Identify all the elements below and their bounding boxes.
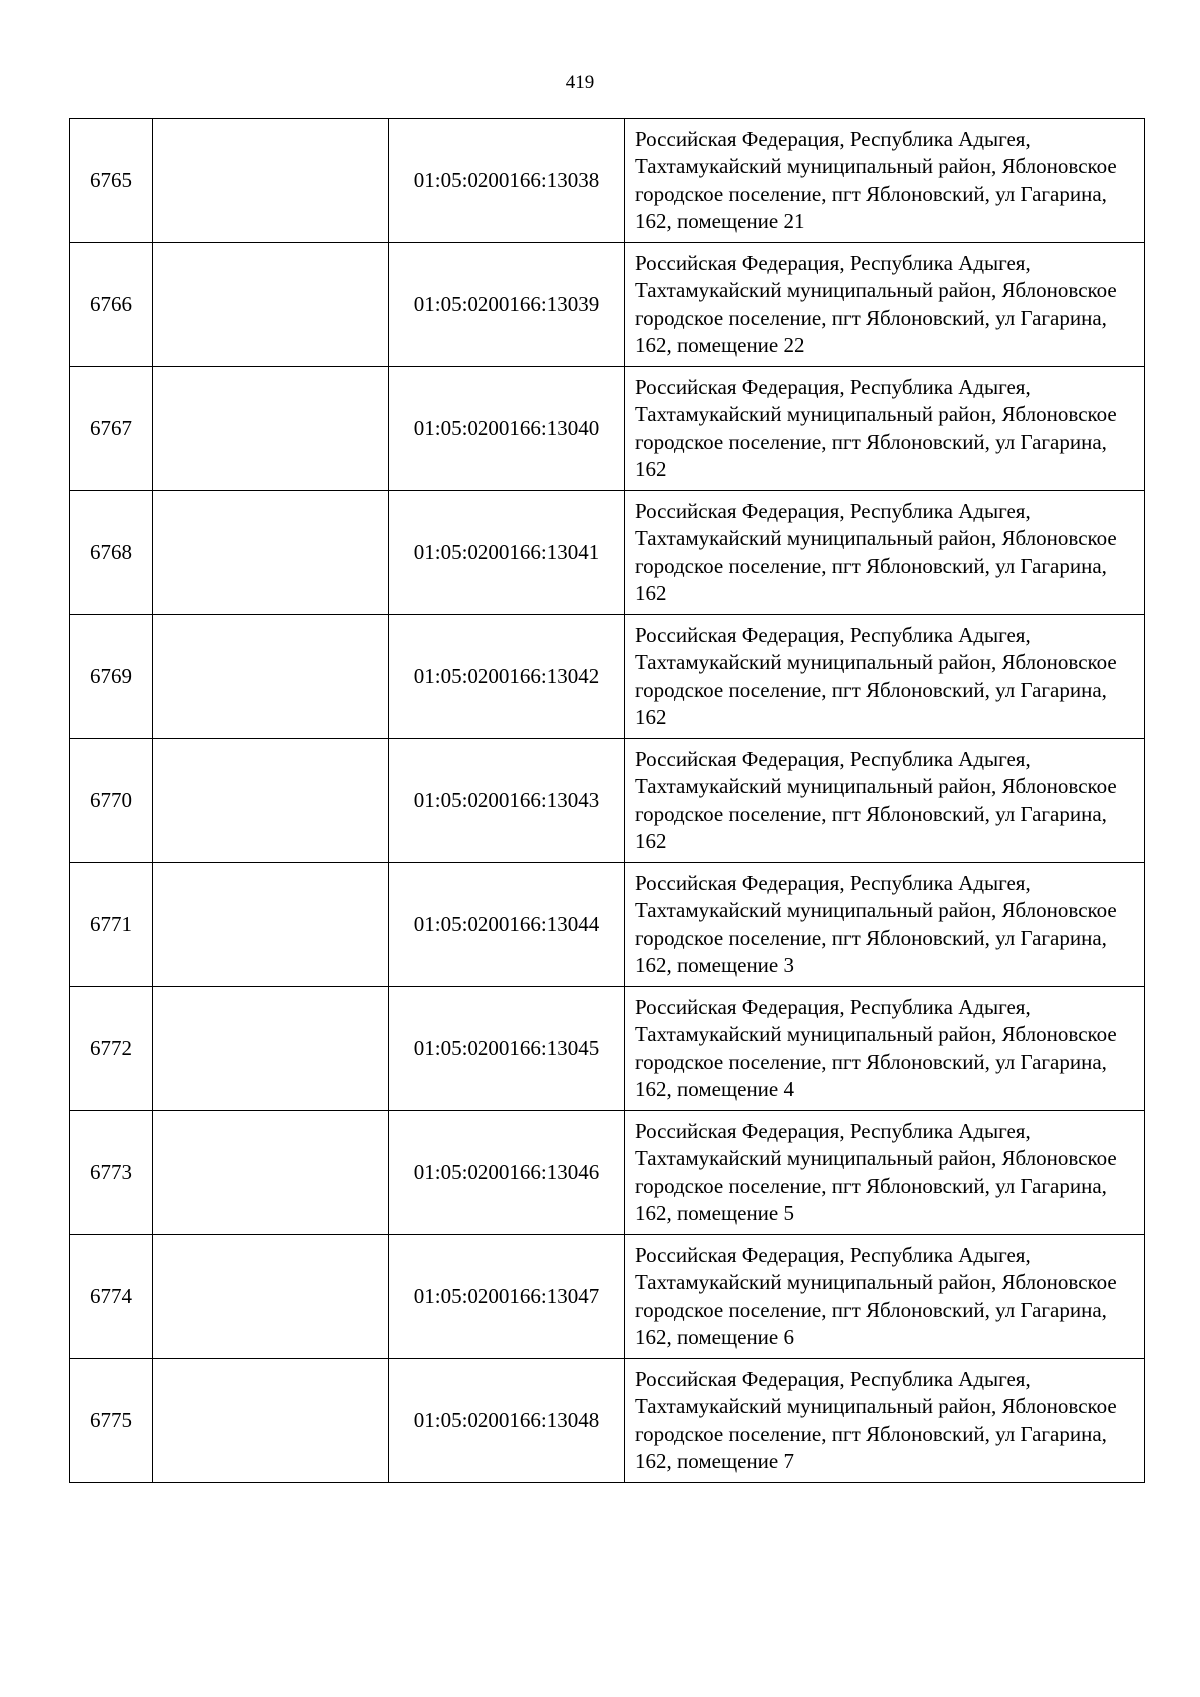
empty-cell bbox=[153, 739, 389, 863]
address: Российская Федерация, Республика Адыгея, Тахтамукайский муниципальный район, Яблоновское городское поселение, пгт Яблоновский, ул Гагарина, 162, помещение 22 bbox=[625, 243, 1145, 367]
table-row bbox=[70, 367, 1145, 491]
table-row bbox=[70, 1235, 1145, 1359]
address: Российская Федерация, Республика Адыгея, Тахтамукайский муниципальный район, Яблоновское городское поселение, пгт Яблоновский, ул Гагарина, 162, помещение 21 bbox=[625, 119, 1145, 243]
address: Российская Федерация, Республика Адыгея, Тахтамукайский муниципальный район, Яблоновское городское поселение, пгт Яблоновский, ул Гагарина, 162, помещение 5 bbox=[625, 1111, 1145, 1235]
table-row bbox=[70, 863, 1145, 987]
cadastral-number: 01:05:0200166:13041 bbox=[389, 491, 625, 615]
row-number: 6775 bbox=[70, 1359, 153, 1483]
cadastral-number: 01:05:0200166:13043 bbox=[389, 739, 625, 863]
table-row bbox=[70, 1359, 1145, 1483]
row-number: 6771 bbox=[70, 863, 153, 987]
empty-cell bbox=[153, 1235, 389, 1359]
table-row bbox=[70, 1111, 1145, 1235]
address: Российская Федерация, Республика Адыгея, Тахтамукайский муниципальный район, Яблоновское городское поселение, пгт Яблоновский, ул Гагарина, 162, помещение 6 bbox=[625, 1235, 1145, 1359]
table-row bbox=[70, 739, 1145, 863]
empty-cell bbox=[153, 367, 389, 491]
address: Российская Федерация, Республика Адыгея, Тахтамукайский муниципальный район, Яблоновское городское поселение, пгт Яблоновский, ул Гагарина, 162, помещение 4 bbox=[625, 987, 1145, 1111]
empty-cell bbox=[153, 491, 389, 615]
cadastral-number: 01:05:0200166:13038 bbox=[389, 119, 625, 243]
cadastral-number: 01:05:0200166:13048 bbox=[389, 1359, 625, 1483]
empty-cell bbox=[153, 1111, 389, 1235]
registry-table bbox=[69, 118, 1145, 1483]
cadastral-number: 01:05:0200166:13044 bbox=[389, 863, 625, 987]
cadastral-number: 01:05:0200166:13047 bbox=[389, 1235, 625, 1359]
registry-table-body bbox=[70, 119, 1145, 1483]
row-number: 6769 bbox=[70, 615, 153, 739]
row-number: 6767 bbox=[70, 367, 153, 491]
cadastral-number: 01:05:0200166:13046 bbox=[389, 1111, 625, 1235]
row-number: 6765 bbox=[70, 119, 153, 243]
row-number: 6766 bbox=[70, 243, 153, 367]
cadastral-number: 01:05:0200166:13039 bbox=[389, 243, 625, 367]
address: Российская Федерация, Республика Адыгея, Тахтамукайский муниципальный район, Яблоновское городское поселение, пгт Яблоновский, ул Гагарина, 162 bbox=[625, 491, 1145, 615]
cadastral-number: 01:05:0200166:13042 bbox=[389, 615, 625, 739]
empty-cell bbox=[153, 863, 389, 987]
address: Российская Федерация, Республика Адыгея, Тахтамукайский муниципальный район, Яблоновское городское поселение, пгт Яблоновский, ул Гагарина, 162 bbox=[625, 615, 1145, 739]
empty-cell bbox=[153, 987, 389, 1111]
address: Российская Федерация, Республика Адыгея, Тахтамукайский муниципальный район, Яблоновское городское поселение, пгт Яблоновский, ул Гагарина, 162 bbox=[625, 739, 1145, 863]
cadastral-number: 01:05:0200166:13040 bbox=[389, 367, 625, 491]
address: Российская Федерация, Республика Адыгея, Тахтамукайский муниципальный район, Яблоновское городское поселение, пгт Яблоновский, ул Гагарина, 162, помещение 7 bbox=[625, 1359, 1145, 1483]
page-number: 419 bbox=[565, 72, 595, 93]
row-number: 6770 bbox=[70, 739, 153, 863]
empty-cell bbox=[153, 615, 389, 739]
empty-cell bbox=[153, 1359, 389, 1483]
row-number: 6774 bbox=[70, 1235, 153, 1359]
table-row bbox=[70, 615, 1145, 739]
row-number: 6768 bbox=[70, 491, 153, 615]
table-row bbox=[70, 987, 1145, 1111]
cadastral-number: 01:05:0200166:13045 bbox=[389, 987, 625, 1111]
empty-cell bbox=[153, 243, 389, 367]
table-row bbox=[70, 491, 1145, 615]
row-number: 6772 bbox=[70, 987, 153, 1111]
address: Российская Федерация, Республика Адыгея, Тахтамукайский муниципальный район, Яблоновское городское поселение, пгт Яблоновский, ул Гагарина, 162, помещение 3 bbox=[625, 863, 1145, 987]
table-row bbox=[70, 119, 1145, 243]
table-row bbox=[70, 243, 1145, 367]
row-number: 6773 bbox=[70, 1111, 153, 1235]
address: Российская Федерация, Республика Адыгея, Тахтамукайский муниципальный район, Яблоновское городское поселение, пгт Яблоновский, ул Гагарина, 162 bbox=[625, 367, 1145, 491]
empty-cell bbox=[153, 119, 389, 243]
